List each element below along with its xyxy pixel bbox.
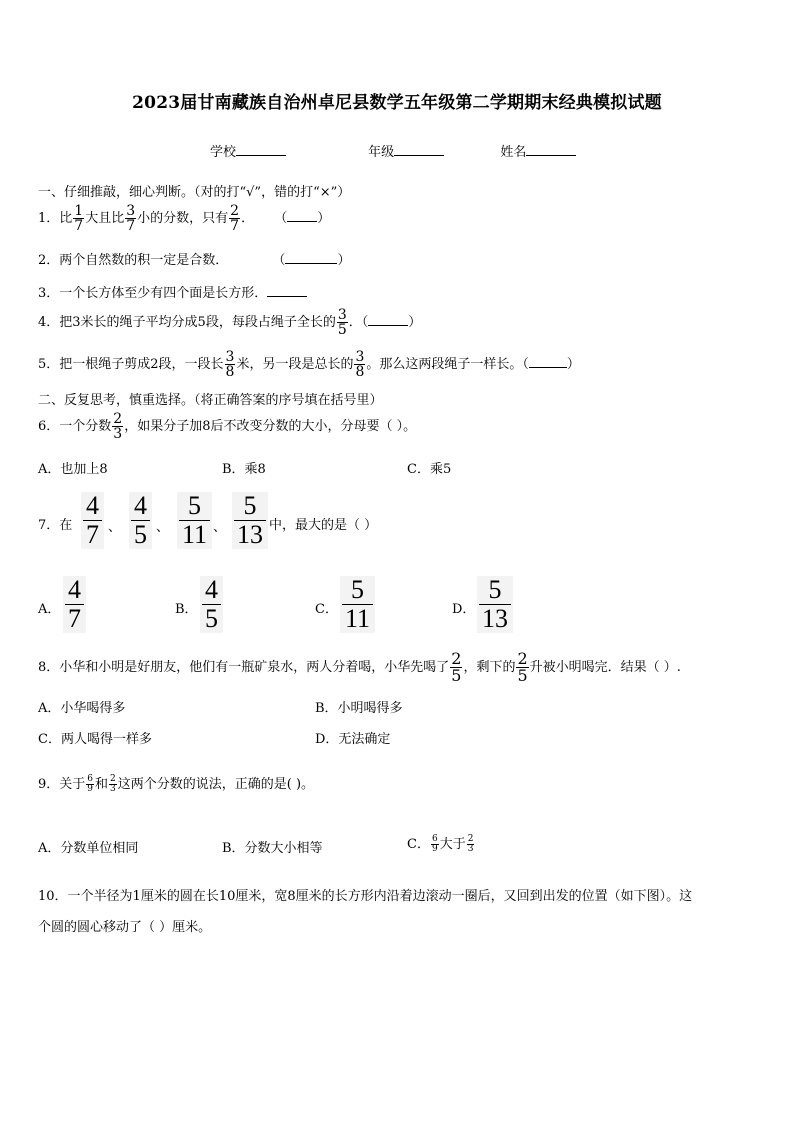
option-7b-fraction[interactable]: $\frac{4}{5}$	[199, 576, 224, 633]
section-heading-2: 二、反复思考，慎重选择。（将正确答案的序号填在括号里）	[38, 393, 383, 408]
option-8a[interactable]: A．小华喝得多	[38, 701, 126, 716]
fraction-3-8-b: $\frac{3}{8}$	[355, 349, 365, 380]
fraction-3-5: $\frac{3}{5}$	[337, 307, 347, 338]
fraction-2-3: $\frac{2}{3}$	[110, 774, 116, 794]
option-7d-fraction[interactable]: $\frac{5}{13}$	[476, 576, 514, 633]
fraction-5-11: $\frac{5}{11}$	[176, 492, 213, 549]
question-8: 8．小华和小明是好朋友，他们有一瓶矿泉水，两人分着喝，小华先喝了 $\frac{2}{5}$ ，剩下的 $\frac{2}{5}$ 升被小明喝完．结果（ ）.	[38, 649, 681, 685]
option-7b-label[interactable]: B．	[175, 602, 198, 617]
question-10-line-1: 10．一个半径为1厘米的圆在长10厘米，宽8厘米的长方形内沿着边滚动一圈后，又回到出发的位置（如下图）。这	[38, 889, 693, 904]
option-8d[interactable]: D．无法确定	[315, 732, 391, 747]
separator: 、	[156, 520, 170, 535]
question-5: 5．把一根绳子剪成2段，一段长 $\frac{3}{8}$ 米，另一段是总长的 $\frac{3}{8}$ 。那么这两段绳子一样长。（ ）	[38, 349, 580, 380]
option-6a[interactable]: A．也加上8	[38, 462, 108, 477]
fraction-2-5-a: $\frac{2}{5}$	[451, 649, 462, 685]
question-1: 1．比 $\frac{1}{7}$ 大且比 $\frac{3}{7}$ 小的分数，只有 $\frac{2}{7}$ ． （ ）	[38, 203, 331, 234]
option-8b[interactable]: B．小明喝得多	[315, 701, 403, 716]
option-7a-fraction[interactable]: $\frac{4}{7}$	[62, 576, 87, 633]
fraction-4-5: $\frac{4}{5}$	[128, 492, 153, 549]
separator: 、	[108, 520, 122, 535]
fraction-1-7: $\frac{1}{7}$	[74, 203, 84, 234]
fraction-4-7: $\frac{4}{7}$	[80, 492, 105, 549]
school-label: 学校	[210, 145, 237, 160]
name-blank[interactable]	[526, 155, 576, 156]
fraction-3-8-a: $\frac{3}{8}$	[225, 349, 235, 380]
option-9b[interactable]: B．分数大小相等	[222, 841, 323, 856]
answer-blank-3[interactable]	[267, 296, 307, 297]
fraction-2-5-b: $\frac{2}{5}$	[517, 649, 528, 685]
section-heading-1: 一、仔细推敲，细心判断。（对的打“√”，错的打“×”）	[38, 185, 351, 200]
answer-blank-4[interactable]	[368, 325, 408, 326]
option-6b[interactable]: B．乘8	[222, 462, 266, 477]
separator: 、	[213, 520, 227, 535]
question-4: 4．把3米长的绳子平均分成5段，每段占绳子全长的 $\frac{3}{5}$ ．（ ）	[38, 307, 422, 338]
page-title: 2023届甘南藏族自治州卓尼县数学五年级第二学期期末经典模拟试题	[132, 93, 662, 113]
option-9a[interactable]: A．分数单位相同	[38, 841, 139, 856]
fraction-2-3: $\frac{2}{3}$	[113, 411, 123, 442]
fraction-6-9: $\frac{6}{9}$	[87, 774, 94, 794]
question-7-prompt: 7．在	[38, 518, 73, 533]
school-blank[interactable]	[236, 155, 286, 156]
grade-blank[interactable]	[394, 155, 444, 156]
question-10-line-2: 个圆的圆心移动了（ ）厘米。	[38, 920, 212, 935]
question-7-suffix: 中，最大的是（ ）	[269, 518, 378, 533]
fraction-2-7: $\frac{2}{7}$	[230, 203, 240, 234]
fraction-3-7: $\frac{3}{7}$	[126, 203, 136, 234]
option-7c-label[interactable]: C．	[315, 602, 338, 617]
option-8c[interactable]: C．两人喝得一样多	[38, 732, 152, 747]
question-3: 3．一个长方体至少有四个面是长方形．	[38, 282, 307, 301]
answer-blank-2[interactable]	[285, 263, 337, 264]
question-9: 9．关于 $\frac{6}{9}$ 和 $\frac{2}{3}$ 这两个分数的说法，正确的是( )。	[38, 774, 315, 794]
option-9c[interactable]: C． $\frac{6}{9}$ 大于 $\frac{2}{3}$	[407, 834, 474, 854]
option-7c-fraction[interactable]: $\frac{5}{11}$	[339, 576, 376, 633]
name-label: 姓名	[500, 145, 527, 160]
question-2: 2．两个自然数的积一定是合数． （ ）	[38, 253, 351, 268]
fraction-5-13: $\frac{5}{13}$	[231, 492, 269, 549]
answer-blank-1[interactable]	[287, 221, 317, 222]
question-6: 6．一个分数 $\frac{2}{3}$ ，如果分子加8后不改变分数的大小，分母要（ ）。	[38, 411, 417, 442]
option-7d-label[interactable]: D．	[452, 602, 476, 617]
grade-label: 年级	[368, 145, 395, 160]
student-info-line	[210, 141, 576, 160]
option-6c[interactable]: C．乘5	[407, 462, 452, 477]
answer-blank-5[interactable]	[529, 367, 567, 368]
option-7a-label[interactable]: A．	[38, 602, 61, 617]
